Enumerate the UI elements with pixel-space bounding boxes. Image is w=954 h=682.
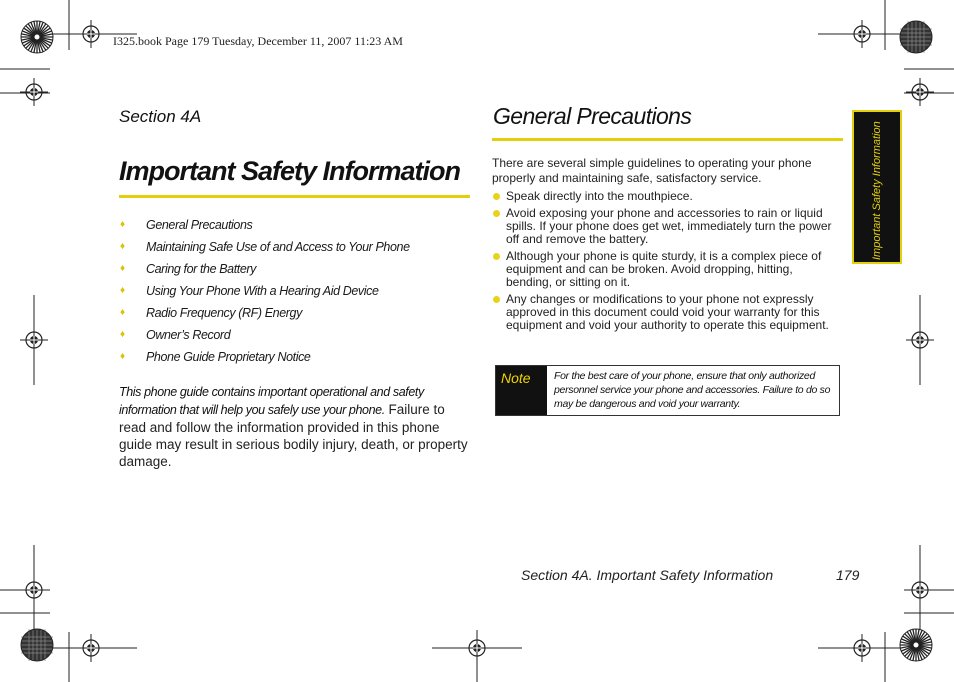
- list-item: Speak directly into the mouthpiece.: [492, 190, 842, 203]
- side-tab-label: Important Safety Information: [871, 121, 883, 260]
- toc-item[interactable]: ♦ Caring for the Battery: [120, 262, 257, 276]
- bullet-dot-icon: [493, 210, 500, 217]
- toc-item[interactable]: ♦ Maintaining Safe Use of and Access to Your Phone: [120, 240, 410, 254]
- bullet-dot-icon: [493, 193, 500, 200]
- precautions-intro: There are several simple guidelines to operating your phone properly and maintaining safe, satisfactory service.: [492, 156, 812, 185]
- heading-rule: [492, 138, 843, 141]
- toc-item[interactable]: ♦ Using Your Phone With a Hearing Aid Device: [120, 284, 379, 298]
- toc-item[interactable]: ♦ Phone Guide Proprietary Notice: [120, 350, 311, 364]
- diamond-bullet-icon: ♦: [120, 263, 125, 274]
- diamond-bullet-icon: ♦: [120, 307, 125, 318]
- print-header: I325.book Page 179 Tuesday, December 11, 2007 11:23 AM: [113, 34, 403, 48]
- diamond-bullet-icon: ♦: [120, 219, 125, 230]
- page-title: Important Safety Information: [119, 156, 461, 186]
- intro-lead: This phone guide contains important operational and safety information that will help you safely use your phone.: [119, 385, 424, 417]
- footer-section-title: Section 4A. Important Safety Information: [521, 567, 774, 583]
- toc-item[interactable]: ♦ Radio Frequency (RF) Energy: [120, 306, 302, 320]
- title-rule: [119, 195, 470, 198]
- intro-paragraph: [119, 383, 471, 470]
- side-tab[interactable]: [852, 110, 902, 264]
- toc-item[interactable]: ♦ General Precautions: [120, 218, 253, 232]
- bullet-dot-icon: [493, 296, 500, 303]
- diamond-bullet-icon: ♦: [120, 241, 125, 252]
- note-box: [495, 365, 840, 416]
- bullet-dot-icon: [493, 253, 500, 260]
- section-toc: [120, 218, 410, 372]
- note-label: Note: [496, 366, 547, 415]
- toc-item[interactable]: ♦ Owner’s Record: [120, 328, 231, 342]
- list-item: Although your phone is quite sturdy, it is a complex piece of equipment and can be broken. Avoid dropping, hitting, bending, or sitting on it.: [492, 250, 842, 290]
- list-item: Avoid exposing your phone and accessories to rain or liquid spills. If your phone does get wet, immediately turn the power off and remove the battery.: [492, 207, 842, 247]
- diamond-bullet-icon: ♦: [120, 285, 125, 296]
- note-text: For the best care of your phone, ensure that only authorized personnel service your phone and accessories. Failure to do so may be dangerous and void your warranty.: [554, 370, 831, 410]
- diamond-bullet-icon: ♦: [120, 329, 125, 340]
- section-label: Section 4A: [119, 107, 202, 126]
- list-item: Any changes or modifications to your phone not expressly approved in this document could void your warranty for this equipment and void your authority to operate this equipment.: [492, 293, 842, 333]
- page-number: 179: [836, 567, 860, 583]
- diamond-bullet-icon: ♦: [120, 351, 125, 362]
- precautions-list: [492, 190, 842, 336]
- intro-rest: Failure to read and follow the information provided in this phone guide may result in serious bodily injury, death, or property damage.: [119, 402, 468, 469]
- section-heading: General Precautions: [493, 103, 692, 129]
